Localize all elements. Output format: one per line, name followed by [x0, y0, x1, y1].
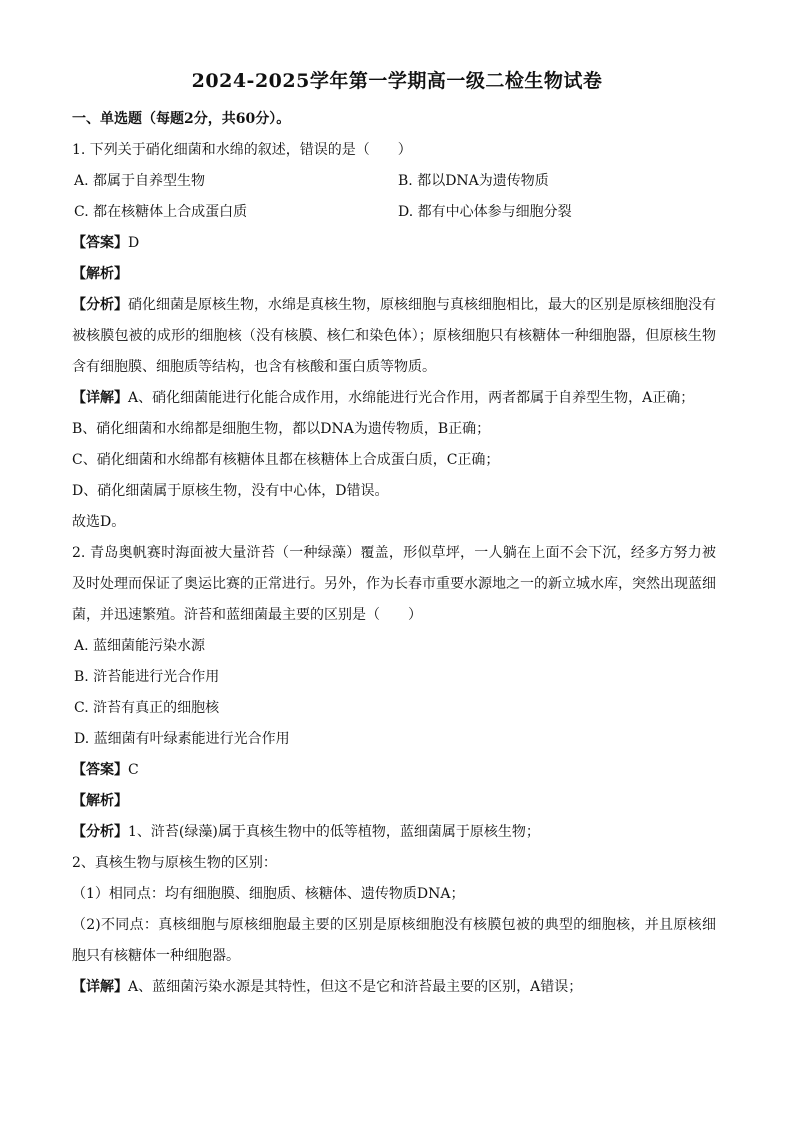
question-2-fenxi-1	[72, 817, 716, 848]
question-1-option-b: B. 都以DNA为遗传物质	[398, 173, 549, 189]
question-1-option-d: D. 都有中心体参与细胞分裂	[398, 204, 572, 220]
fenxi-text: 1、浒苔(绿藻)属于真核生物中的低等植物，蓝细菌属于原核生物；	[128, 824, 540, 840]
answer-tag: 【答案】	[72, 235, 128, 251]
question-2-answer	[72, 755, 716, 786]
question-2-option-c: C. 浒苔有真正的细胞核	[74, 700, 220, 716]
question-2-option-d: D. 蓝细菌有叶绿素能进行光合作用	[74, 731, 290, 747]
answer-value: D	[128, 235, 140, 251]
question-2-analysis-tag: 【解析】	[72, 793, 128, 809]
page-title: 2024-2025学年第一学期高一级二检生物试卷	[191, 70, 603, 92]
question-2-xiangjie	[72, 972, 716, 1003]
question-2-fenxi-2: 2、真核生物与原核生物的区别：	[72, 855, 277, 871]
question-1-analysis-tag: 【解析】	[72, 266, 128, 282]
question-1-xiangjie-b: B、硝化细菌和水绵都是细胞生物，都以DNA为遗传物质，B正确；	[72, 421, 491, 437]
xiangjie-a: A、硝化细菌能进行化能合成作用，水绵能进行光合作用，两者都属于自养型生物，A正确；	[128, 390, 695, 406]
question-2-fenxi-4: （2)不同点：真核细胞与原核细胞最主要的区别是原核细胞没有核膜包被的典型的细胞核，并且原核细胞只有核糖体一种细胞器。	[72, 917, 716, 964]
question-1-answer	[72, 228, 716, 259]
answer-tag: 【答案】	[72, 762, 128, 778]
question-1-xiangjie-d: D、硝化细菌属于原核生物，没有中心体，D错误。	[72, 483, 389, 499]
xiangjie-tag: 【详解】	[72, 979, 128, 995]
question-1-conclusion: 故选D。	[72, 514, 126, 530]
fenxi-text: 硝化细菌是原核生物，水绵是真核生物，原核细胞与真核细胞相比，最大的区别是原核细胞没有被核膜包被的成形的细胞核（没有核膜、核仁和染色体）；原核细胞只有核糖体一种细胞器，但原核生物含有细胞膜、细胞质等结构，也含有核酸和蛋白质等物质。	[72, 297, 716, 375]
question-1-xiangjie	[72, 383, 716, 414]
question-1-xiangjie-c: C、硝化细菌和水绵都有核糖体且都在核糖体上合成蛋白质，C正确；	[72, 452, 500, 468]
fenxi-tag: 【分析】	[72, 824, 128, 840]
document-body	[72, 104, 716, 1003]
question-1-option-a: A. 都属于自养型生物	[74, 173, 206, 189]
fenxi-tag: 【分析】	[72, 297, 128, 313]
question-1-fenxi	[72, 290, 716, 383]
question-1-options-row-1	[72, 166, 716, 197]
question-2-option-a: A. 蓝细菌能污染水源	[74, 638, 206, 654]
answer-value: C	[128, 762, 139, 778]
question-2-stem: 2. 青岛奥帆赛时海面被大量浒苔（一种绿藻）覆盖，形似草坪，一人躺在上面不会下沉，经多方努力被及时处理而保证了奥运比赛的正常进行。另外，作为长春市重要水源地之一的新立城水库，突然出现蓝细菌，并迅速繁殖。浒苔和蓝细菌最主要的区别是（ ）	[72, 545, 716, 623]
section-heading: 一、单选题（每题2分，共60分）。	[72, 111, 291, 127]
question-2-option-b: B. 浒苔能进行光合作用	[74, 669, 220, 685]
question-1-option-c: C. 都在核糖体上合成蛋白质	[74, 204, 248, 220]
question-1-stem: 1. 下列关于硝化细菌和水绵的叙述，错误的是（ ）	[72, 142, 412, 158]
question-2-fenxi-3: （1）相同点：均有细胞膜、细胞质、核糖体、遗传物质DNA；	[72, 886, 465, 902]
xiangjie-a: A、蓝细菌污染水源是其特性，但这不是它和浒苔最主要的区别，A错误；	[128, 979, 583, 995]
xiangjie-tag: 【详解】	[72, 390, 128, 406]
question-1-options-row-2	[72, 197, 716, 228]
